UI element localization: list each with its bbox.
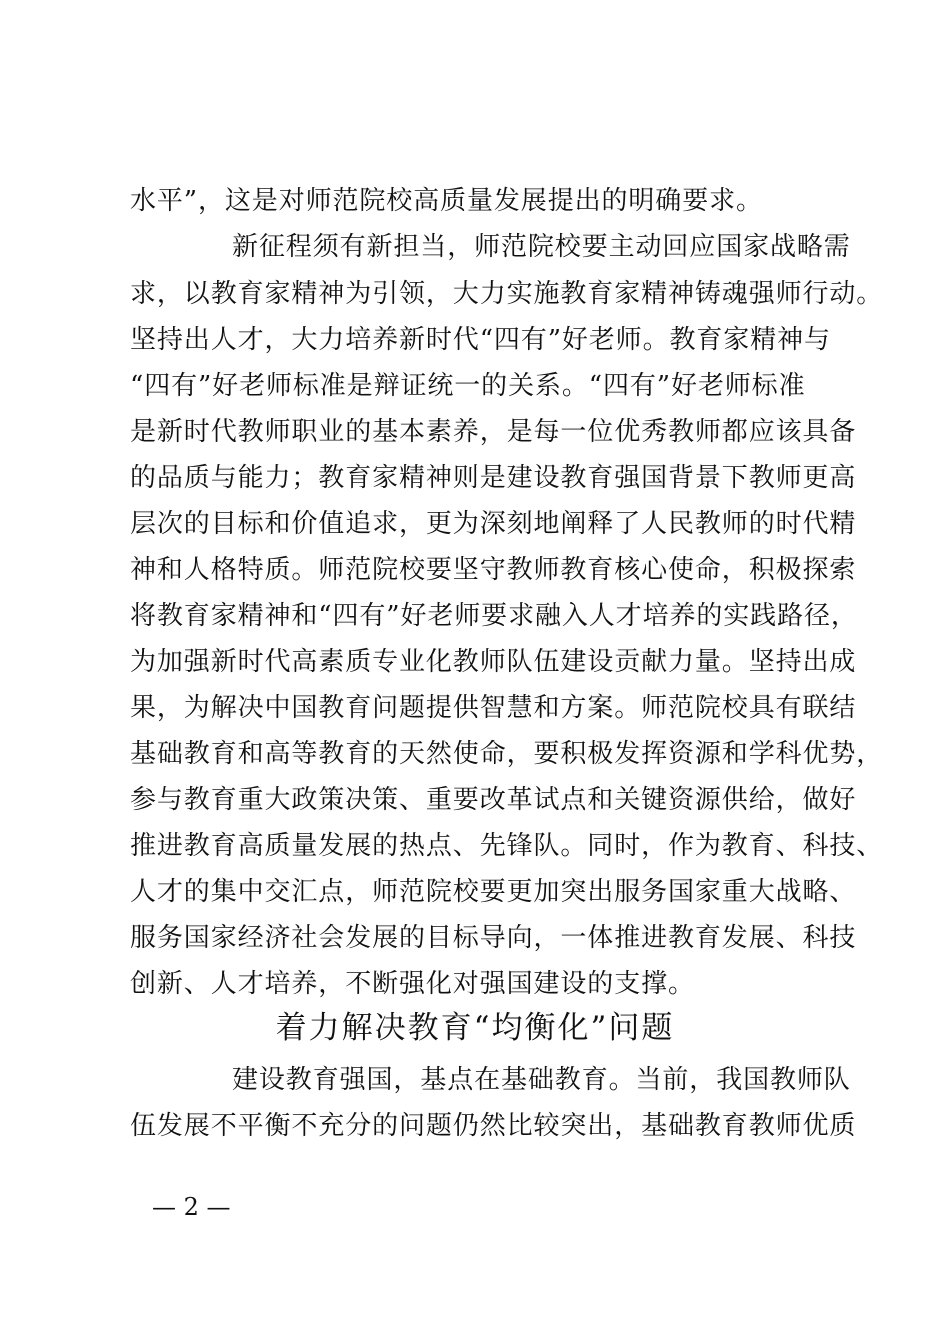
paragraph-2-line-13: 参与教育重大政策决策、重要改革试点和关键资源供给，做好: [130, 785, 857, 815]
paragraph-2-line-10: 为加强新时代高素质专业化教师队伍建设贡献力量。坚持出成: [130, 647, 857, 677]
paragraph-2-line-4: “四有”好老师标准是辩证统一的关系。“四有”好老师标准: [130, 371, 806, 401]
paragraph-3-line-2: 伍发展不平衡不充分的问题仍然比较突出，基础教育教师优质: [130, 1111, 857, 1141]
paragraph-2-line-12: 基础教育和高等教育的天然使命，要积极发挥资源和学科优势，: [130, 739, 884, 769]
paragraph-2-line-16: 服务国家经济社会发展的目标导向，一体推进教育发展、科技: [130, 923, 857, 953]
paragraph-2-line-8: 神和人格特质。师范院校要坚守教师教育核心使命，积极探索: [130, 555, 857, 585]
paragraph-3-line-1: 建设教育强国，基点在基础教育。当前，我国教师队: [232, 1065, 851, 1095]
paragraph-2-line-15: 人才的集中交汇点，师范院校要更加突出服务国家重大战略、: [130, 877, 857, 907]
paragraph-2-line-17: 创新、人才培养，不断强化对强国建设的支撑。: [130, 969, 695, 999]
paragraph-2-line-5: 是新时代教师职业的基本素养，是每一位优秀教师都应该具备: [130, 417, 857, 447]
paragraph-1-line-1: 水平”，这是对师范院校高质量发展提出的明确要求。: [130, 186, 763, 216]
paragraph-2-line-11: 果，为解决中国教育问题提供智慧和方案。师范院校具有联结: [130, 693, 857, 723]
section-heading: 着力解决教育“均衡化”问题: [275, 1010, 675, 1046]
paragraph-2-line-3: 坚持出人才，大力培养新时代“四有”好老师。教育家精神与: [130, 325, 831, 355]
paragraph-2-line-7: 层次的目标和价值追求，更为深刻地阐释了人民教师的时代精: [130, 509, 857, 539]
page-number: — 2 —: [152, 1193, 231, 1221]
paragraph-2-line-14: 推进教育高质量发展的热点、先锋队。同时，作为教育、科技、: [130, 831, 884, 861]
paragraph-2-line-2: 求，以教育家精神为引领，大力实施教育家精神铸魂强师行动。: [130, 279, 884, 309]
paragraph-2-line-6: 的品质与能力；教育家精神则是建设教育强国背景下教师更高: [130, 463, 857, 493]
paragraph-2-line-9: 将教育家精神和“四有”好老师要求融入人才培养的实践路径，: [130, 601, 858, 631]
paragraph-2-line-1: 新征程须有新担当，师范院校要主动回应国家战略需: [232, 232, 851, 262]
